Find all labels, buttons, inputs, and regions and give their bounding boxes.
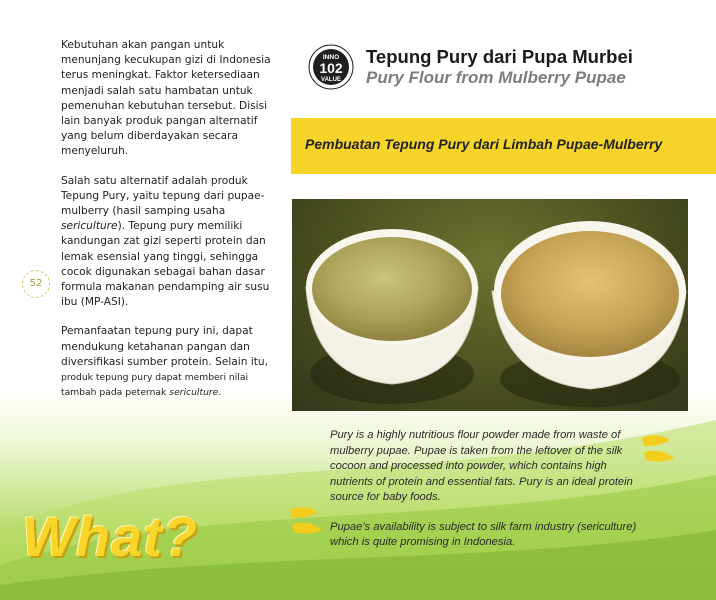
paragraph-alternative-part1: Salah satu alternatif adalah produk Tepung Pury, yaitu tepung dari pupae-mulberry (hasil samping usaha xyxy=(61,174,265,218)
page-subtitle: Pury Flour from Mulberry Pupae xyxy=(366,68,626,87)
page-number: 52 xyxy=(22,270,50,298)
english-paragraph-1: Pury is a highly nutritious flour powder made from waste of mulberry pupae. Pupae is taken from the leftover of the silk cocoon and processed into powder, which contains high nutrients of protein and essential fats. Pury is an ideal protein source for baby foods. xyxy=(330,429,633,503)
page-title: Tepung Pury dari Pupa Murbei xyxy=(366,46,633,67)
paragraph-benefit-part1: Pemanfaatan tepung pury ini, dapat mendukung ketahanan pangan dan diversifikasi sumber protein. Selain itu, xyxy=(61,325,269,368)
section-heading-band xyxy=(291,118,716,174)
quote-mark-icon xyxy=(288,504,328,544)
badge-line1: INNO xyxy=(322,54,340,61)
section-heading: Pembuatan Tepung Pury dari Limbah Pupae-Mulberry xyxy=(305,136,663,152)
left-flour xyxy=(312,237,472,341)
indonesian-body-text xyxy=(61,38,283,414)
badge-line2: VALUE xyxy=(321,77,341,83)
flour-bowls-illustration xyxy=(292,199,688,411)
english-body-text xyxy=(330,428,650,565)
paragraph-intro: Kebutuhan akan pangan untuk menunjang kecukupan gizi di Indonesia terus meningkat. Faktor ketersediaan menjadi salah satu hambatan untuk pemenuhan kebutuhan tersebut. Disisi lain banyak produk pangan alternatif yang belum diberdayakan secara menyeluruh. xyxy=(61,39,271,158)
pury-flour-photo xyxy=(292,199,688,411)
sericulture-term: sericulture xyxy=(169,387,219,399)
inno-value-badge xyxy=(308,44,354,90)
english-paragraph-2: Pupae's availability is subject to silk farm industry (sericulture) which is quite promising in Indonesia. xyxy=(330,520,637,548)
quote-mark-icon xyxy=(640,432,680,472)
paragraph-alternative xyxy=(61,174,283,311)
paragraph-benefit-end: . xyxy=(218,387,222,399)
what-word: What xyxy=(22,505,163,568)
paragraph-benefit-part2: produk tepung pury dapat memberi nilai tambah pada peternak xyxy=(61,372,249,399)
paragraph-benefit xyxy=(61,324,283,400)
right-flour xyxy=(501,231,679,357)
paragraph-alternative-part2: ). Tepung pury memiliki kandungan zat gizi seperti protein dan lemak esensial yang tinggi, sehingga cocok digunakan sebagai bahan dasar formula makanan pendamping air susu ibu (MP-ASI). xyxy=(61,220,270,309)
badge-number: 102 xyxy=(319,60,343,76)
sericulture-term: sericulture xyxy=(61,220,118,233)
what-heading xyxy=(22,504,198,569)
question-mark: ? xyxy=(162,505,199,568)
